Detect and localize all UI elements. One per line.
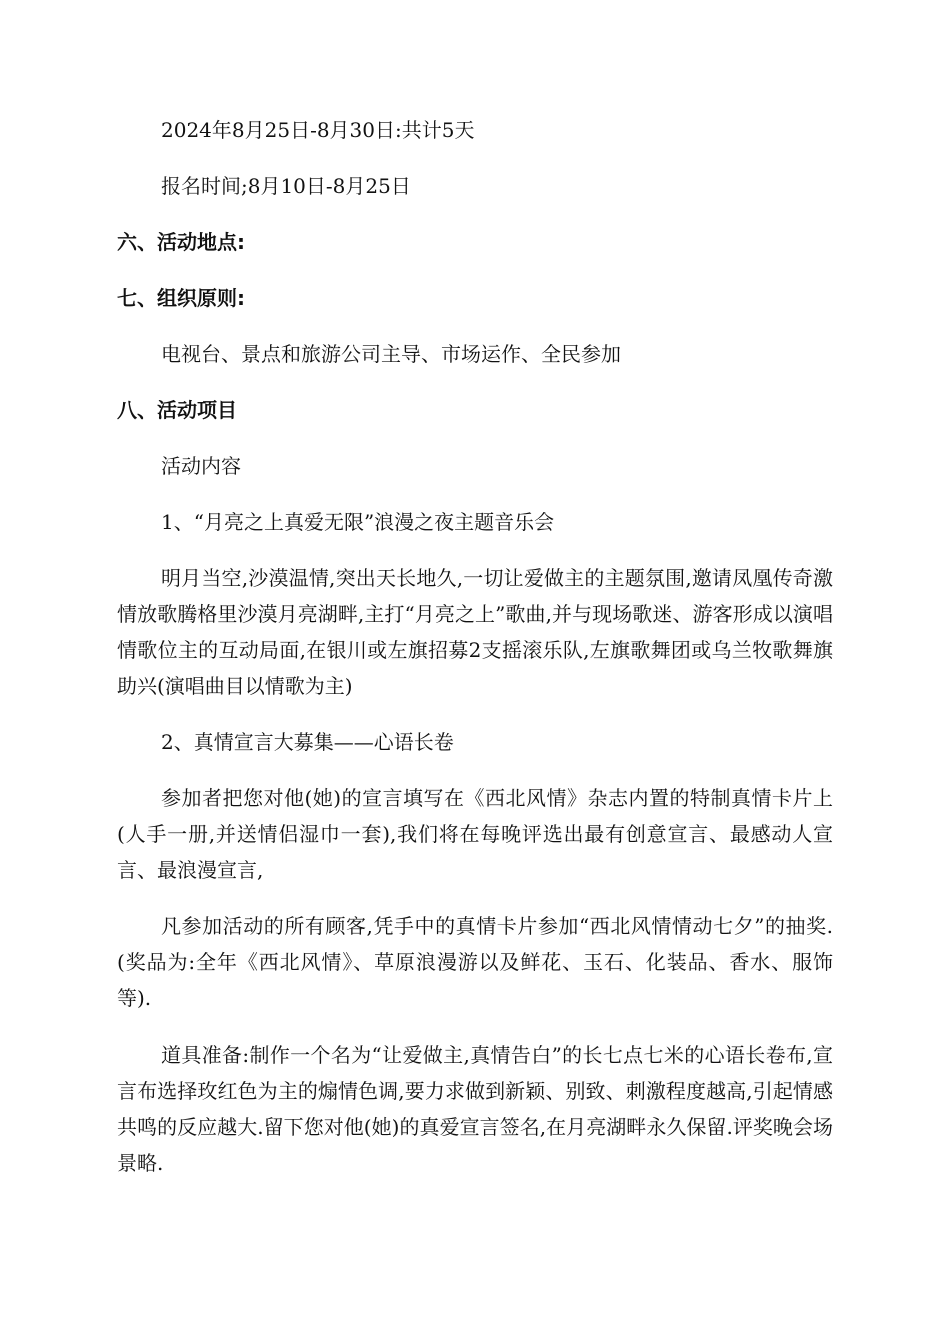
content-label: 活动内容	[161, 454, 241, 478]
document-page	[117, 112, 833, 1181]
item1-paragraph: 明月当空,沙漠温情,突出天长地久,一切让爱做主的主题氛围,邀请凤凰传奇激情放歌腾格里沙漠月亮湖畔,主打“月亮之上”歌曲,并与现场歌迷、游客形成以演唱情歌位主的互动局面,在银川或左旗招募2支摇滚乐队,左旗歌舞团或乌兰牧歌舞旗助兴(演唱曲目以情歌为主)	[117, 566, 833, 698]
section-heading-principles: 七、组织原则:	[117, 286, 245, 310]
section-heading-projects: 八、活动项目	[117, 398, 237, 422]
signup-time-line: 报名时间;8月10日-8月25日	[161, 174, 411, 198]
item2-paragraph-3: 道具准备:制作一个名为“让爱做主,真情告白”的长七点七米的心语长卷布,宣言布选择玫红色为主的煽情色调,要力求做到新颖、别致、刺激程度越高,引起情感共鸣的反应越大.留下您对他(她)的真爱宣言签名,在月亮湖畔永久保留.评奖晚会场景略.	[117, 1043, 833, 1175]
item2-paragraph-1: 参加者把您对他(她)的宣言填写在《西北风情》杂志内置的特制真情卡片上(人手一册,并送情侣湿巾一套),我们将在每晚评选出最有创意宣言、最感动人宣言、最浪漫宣言,	[117, 786, 833, 882]
item2-title: 2、真情宣言大募集——心语长卷	[161, 730, 454, 754]
principles-text: 电视台、景点和旅游公司主导、市场运作、全民参加	[161, 342, 621, 366]
item2-paragraph-2: 凡参加活动的所有顾客,凭手中的真情卡片参加“西北风情情动七夕”的抽奖.(奖品为:全年《西北风情》、草原浪漫游以及鲜花、玉石、化装品、香水、服饰等).	[117, 914, 833, 1010]
date-range-line: 2024年8月25日-8月30日:共计5天	[161, 118, 475, 142]
section-heading-location: 六、活动地点:	[117, 230, 245, 254]
item1-title: 1、“月亮之上真爱无限”浪漫之夜主题音乐会	[161, 510, 555, 534]
